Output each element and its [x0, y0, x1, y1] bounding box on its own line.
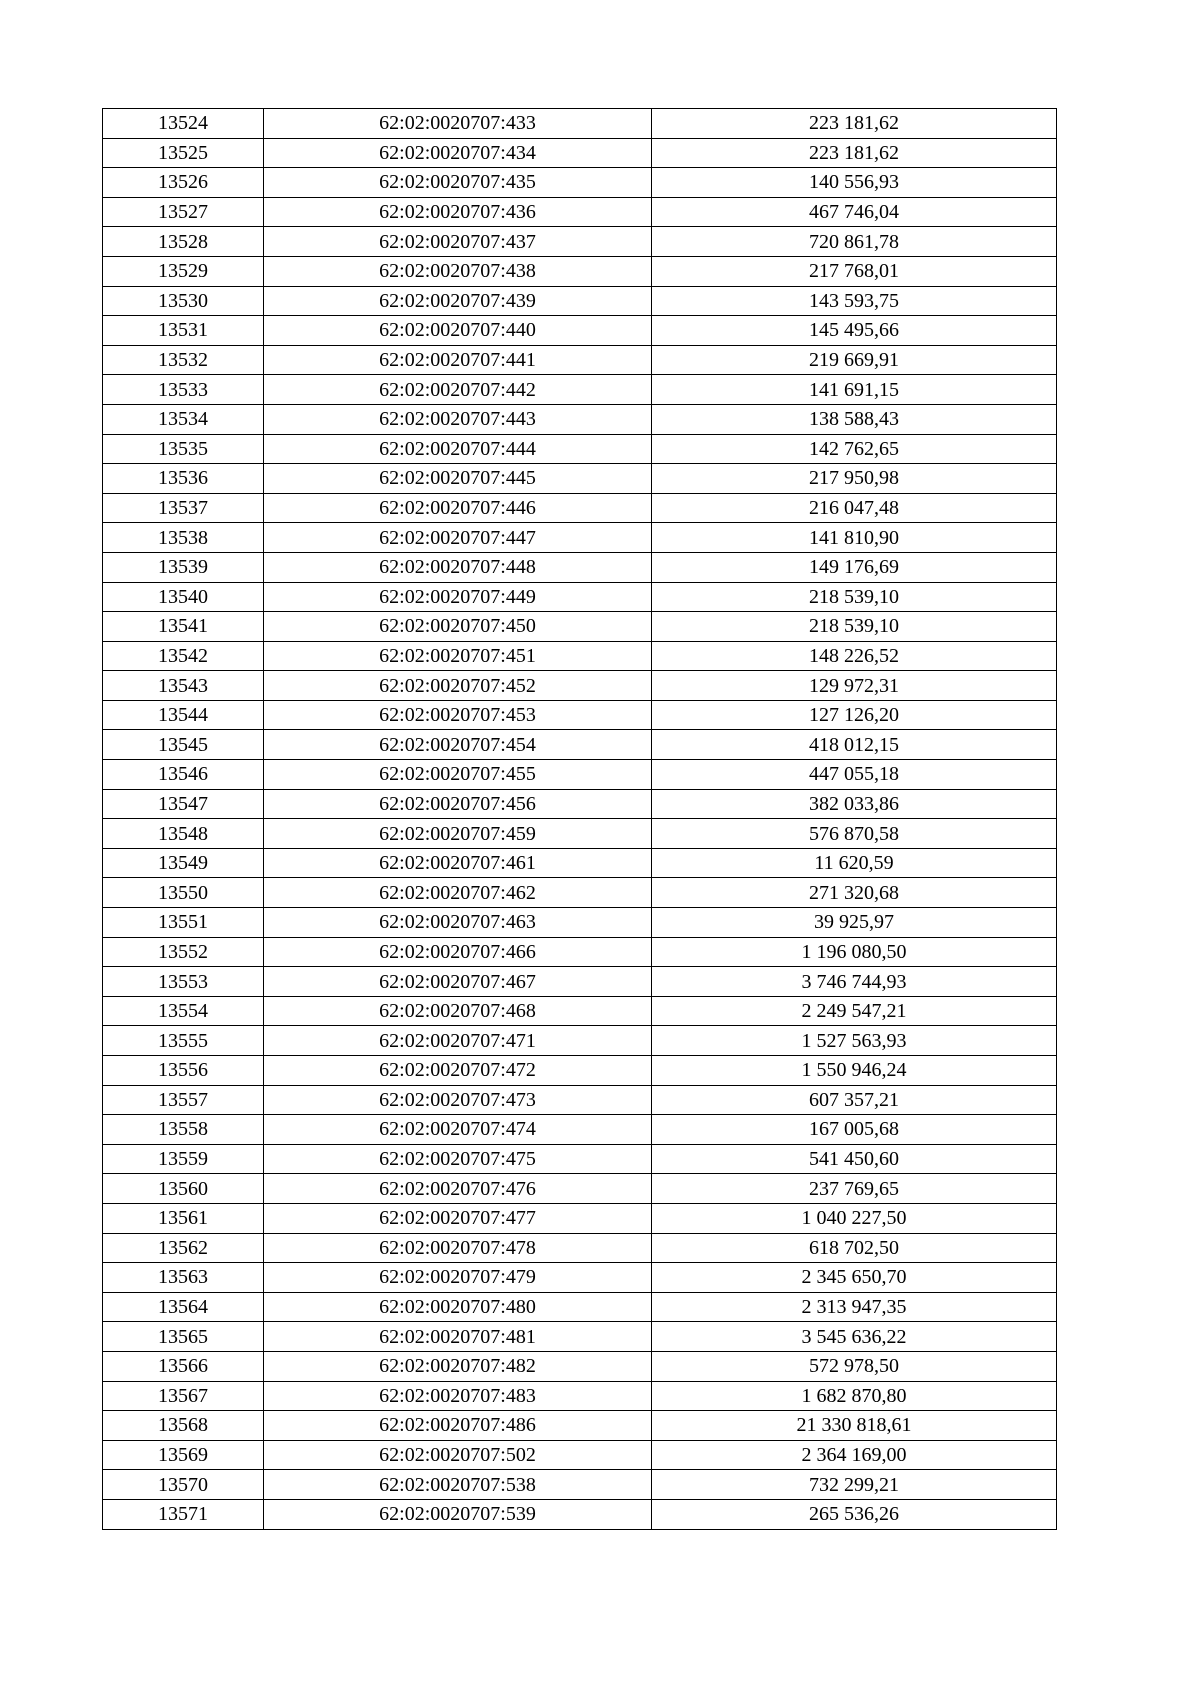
row-number-cell: 13532 — [103, 345, 264, 375]
row-number-cell: 13563 — [103, 1263, 264, 1293]
table-row — [103, 937, 1057, 967]
cadastral-number-cell: 62:02:0020707:466 — [264, 937, 652, 967]
row-number-cell: 13535 — [103, 434, 264, 464]
table-row — [103, 1203, 1057, 1233]
cadastral-number-cell: 62:02:0020707:486 — [264, 1411, 652, 1441]
value-cell: 140 556,93 — [652, 168, 1057, 198]
table-row — [103, 700, 1057, 730]
row-number-cell: 13531 — [103, 316, 264, 346]
table-row — [103, 848, 1057, 878]
cadastral-number-cell: 62:02:0020707:441 — [264, 345, 652, 375]
row-number-cell: 13543 — [103, 671, 264, 701]
table-row — [103, 1233, 1057, 1263]
value-cell: 143 593,75 — [652, 286, 1057, 316]
row-number-cell: 13566 — [103, 1351, 264, 1381]
table-row — [103, 789, 1057, 819]
cadastral-number-cell: 62:02:0020707:435 — [264, 168, 652, 198]
table-row — [103, 404, 1057, 434]
row-number-cell: 13558 — [103, 1115, 264, 1145]
table-row — [103, 819, 1057, 849]
value-cell: 1 040 227,50 — [652, 1203, 1057, 1233]
cadastral-number-cell: 62:02:0020707:482 — [264, 1351, 652, 1381]
table-row — [103, 523, 1057, 553]
table-row — [103, 1056, 1057, 1086]
value-cell: 148 226,52 — [652, 641, 1057, 671]
value-cell: 218 539,10 — [652, 582, 1057, 612]
table-row — [103, 996, 1057, 1026]
table-row — [103, 730, 1057, 760]
value-cell: 607 357,21 — [652, 1085, 1057, 1115]
value-cell: 11 620,59 — [652, 848, 1057, 878]
cadastral-number-cell: 62:02:0020707:450 — [264, 612, 652, 642]
cadastral-number-cell: 62:02:0020707:453 — [264, 700, 652, 730]
table-body — [103, 109, 1057, 1530]
row-number-cell: 13552 — [103, 937, 264, 967]
table-row — [103, 1263, 1057, 1293]
value-cell: 141 691,15 — [652, 375, 1057, 405]
row-number-cell: 13549 — [103, 848, 264, 878]
table-row — [103, 316, 1057, 346]
value-cell: 1 527 563,93 — [652, 1026, 1057, 1056]
table-row — [103, 256, 1057, 286]
cadastral-number-cell: 62:02:0020707:451 — [264, 641, 652, 671]
row-number-cell: 13537 — [103, 493, 264, 523]
value-cell: 218 539,10 — [652, 612, 1057, 642]
row-number-cell: 13564 — [103, 1292, 264, 1322]
value-cell: 142 762,65 — [652, 434, 1057, 464]
table-row — [103, 641, 1057, 671]
table-row — [103, 1174, 1057, 1204]
value-cell: 2 364 169,00 — [652, 1440, 1057, 1470]
row-number-cell: 13525 — [103, 138, 264, 168]
value-cell: 217 768,01 — [652, 256, 1057, 286]
cadastral-number-cell: 62:02:0020707:468 — [264, 996, 652, 1026]
value-cell: 1 550 946,24 — [652, 1056, 1057, 1086]
cadastral-number-cell: 62:02:0020707:456 — [264, 789, 652, 819]
cadastral-number-cell: 62:02:0020707:471 — [264, 1026, 652, 1056]
table-row — [103, 375, 1057, 405]
table-row — [103, 138, 1057, 168]
value-cell: 2 345 650,70 — [652, 1263, 1057, 1293]
table-row — [103, 1026, 1057, 1056]
row-number-cell: 13542 — [103, 641, 264, 671]
value-cell: 138 588,43 — [652, 404, 1057, 434]
value-cell: 732 299,21 — [652, 1470, 1057, 1500]
data-table — [102, 108, 1057, 1530]
row-number-cell: 13524 — [103, 109, 264, 139]
row-number-cell: 13548 — [103, 819, 264, 849]
row-number-cell: 13568 — [103, 1411, 264, 1441]
value-cell: 145 495,66 — [652, 316, 1057, 346]
row-number-cell: 13567 — [103, 1381, 264, 1411]
row-number-cell: 13539 — [103, 552, 264, 582]
table-row — [103, 967, 1057, 997]
value-cell: 223 181,62 — [652, 109, 1057, 139]
table-row — [103, 1292, 1057, 1322]
cadastral-number-cell: 62:02:0020707:479 — [264, 1263, 652, 1293]
value-cell: 467 746,04 — [652, 197, 1057, 227]
row-number-cell: 13534 — [103, 404, 264, 434]
cadastral-number-cell: 62:02:0020707:461 — [264, 848, 652, 878]
cadastral-number-cell: 62:02:0020707:454 — [264, 730, 652, 760]
table-row — [103, 168, 1057, 198]
row-number-cell: 13551 — [103, 908, 264, 938]
table-row — [103, 1115, 1057, 1145]
cadastral-number-cell: 62:02:0020707:433 — [264, 109, 652, 139]
row-number-cell: 13553 — [103, 967, 264, 997]
value-cell: 1 196 080,50 — [652, 937, 1057, 967]
cadastral-number-cell: 62:02:0020707:448 — [264, 552, 652, 582]
value-cell: 237 769,65 — [652, 1174, 1057, 1204]
table-row — [103, 878, 1057, 908]
row-number-cell: 13554 — [103, 996, 264, 1026]
value-cell: 3 746 744,93 — [652, 967, 1057, 997]
row-number-cell: 13570 — [103, 1470, 264, 1500]
cadastral-number-cell: 62:02:0020707:455 — [264, 760, 652, 790]
table-row — [103, 493, 1057, 523]
table-row — [103, 1440, 1057, 1470]
value-cell: 217 950,98 — [652, 464, 1057, 494]
cadastral-number-cell: 62:02:0020707:438 — [264, 256, 652, 286]
cadastral-number-cell: 62:02:0020707:477 — [264, 1203, 652, 1233]
table-row — [103, 1381, 1057, 1411]
value-cell: 3 545 636,22 — [652, 1322, 1057, 1352]
value-cell: 167 005,68 — [652, 1115, 1057, 1145]
table-row — [103, 197, 1057, 227]
row-number-cell: 13565 — [103, 1322, 264, 1352]
value-cell: 576 870,58 — [652, 819, 1057, 849]
cadastral-number-cell: 62:02:0020707:474 — [264, 1115, 652, 1145]
row-number-cell: 13561 — [103, 1203, 264, 1233]
row-number-cell: 13556 — [103, 1056, 264, 1086]
table-row — [103, 434, 1057, 464]
cadastral-number-cell: 62:02:0020707:476 — [264, 1174, 652, 1204]
table-row — [103, 227, 1057, 257]
value-cell: 418 012,15 — [652, 730, 1057, 760]
value-cell: 382 033,86 — [652, 789, 1057, 819]
cadastral-number-cell: 62:02:0020707:475 — [264, 1144, 652, 1174]
value-cell: 216 047,48 — [652, 493, 1057, 523]
value-cell: 265 536,26 — [652, 1499, 1057, 1529]
row-number-cell: 13547 — [103, 789, 264, 819]
cadastral-number-cell: 62:02:0020707:480 — [264, 1292, 652, 1322]
cadastral-number-cell: 62:02:0020707:478 — [264, 1233, 652, 1263]
cadastral-number-cell: 62:02:0020707:447 — [264, 523, 652, 553]
cadastral-number-cell: 62:02:0020707:539 — [264, 1499, 652, 1529]
cadastral-number-cell: 62:02:0020707:463 — [264, 908, 652, 938]
row-number-cell: 13546 — [103, 760, 264, 790]
value-cell: 219 669,91 — [652, 345, 1057, 375]
value-cell: 572 978,50 — [652, 1351, 1057, 1381]
row-number-cell: 13530 — [103, 286, 264, 316]
cadastral-number-cell: 62:02:0020707:481 — [264, 1322, 652, 1352]
row-number-cell: 13545 — [103, 730, 264, 760]
row-number-cell: 13533 — [103, 375, 264, 405]
cadastral-number-cell: 62:02:0020707:439 — [264, 286, 652, 316]
value-cell: 129 972,31 — [652, 671, 1057, 701]
table-row — [103, 286, 1057, 316]
value-cell: 21 330 818,61 — [652, 1411, 1057, 1441]
table-row — [103, 464, 1057, 494]
value-cell: 141 810,90 — [652, 523, 1057, 553]
row-number-cell: 13544 — [103, 700, 264, 730]
row-number-cell: 13528 — [103, 227, 264, 257]
value-cell: 39 925,97 — [652, 908, 1057, 938]
table-row — [103, 908, 1057, 938]
table-row — [103, 1411, 1057, 1441]
value-cell: 541 450,60 — [652, 1144, 1057, 1174]
cadastral-number-cell: 62:02:0020707:437 — [264, 227, 652, 257]
value-cell: 2 313 947,35 — [652, 1292, 1057, 1322]
cadastral-number-cell: 62:02:0020707:462 — [264, 878, 652, 908]
cadastral-number-cell: 62:02:0020707:446 — [264, 493, 652, 523]
cadastral-number-cell: 62:02:0020707:440 — [264, 316, 652, 346]
table-row — [103, 1144, 1057, 1174]
table-row — [103, 109, 1057, 139]
table-row — [103, 1351, 1057, 1381]
cadastral-number-cell: 62:02:0020707:473 — [264, 1085, 652, 1115]
row-number-cell: 13562 — [103, 1233, 264, 1263]
table-row — [103, 1322, 1057, 1352]
row-number-cell: 13540 — [103, 582, 264, 612]
row-number-cell: 13550 — [103, 878, 264, 908]
value-cell: 1 682 870,80 — [652, 1381, 1057, 1411]
row-number-cell: 13569 — [103, 1440, 264, 1470]
row-number-cell: 13555 — [103, 1026, 264, 1056]
table-row — [103, 582, 1057, 612]
row-number-cell: 13538 — [103, 523, 264, 553]
table-row — [103, 612, 1057, 642]
cadastral-number-cell: 62:02:0020707:459 — [264, 819, 652, 849]
table-row — [103, 1470, 1057, 1500]
table-row — [103, 760, 1057, 790]
value-cell: 271 320,68 — [652, 878, 1057, 908]
cadastral-number-cell: 62:02:0020707:472 — [264, 1056, 652, 1086]
value-cell: 2 249 547,21 — [652, 996, 1057, 1026]
row-number-cell: 13541 — [103, 612, 264, 642]
row-number-cell: 13560 — [103, 1174, 264, 1204]
row-number-cell: 13526 — [103, 168, 264, 198]
cadastral-number-cell: 62:02:0020707:442 — [264, 375, 652, 405]
cadastral-number-cell: 62:02:0020707:449 — [264, 582, 652, 612]
table-row — [103, 1499, 1057, 1529]
row-number-cell: 13559 — [103, 1144, 264, 1174]
cadastral-number-cell: 62:02:0020707:436 — [264, 197, 652, 227]
cadastral-number-cell: 62:02:0020707:538 — [264, 1470, 652, 1500]
table-row — [103, 345, 1057, 375]
table-row — [103, 671, 1057, 701]
cadastral-number-cell: 62:02:0020707:467 — [264, 967, 652, 997]
cadastral-number-cell: 62:02:0020707:434 — [264, 138, 652, 168]
row-number-cell: 13527 — [103, 197, 264, 227]
value-cell: 618 702,50 — [652, 1233, 1057, 1263]
table-row — [103, 552, 1057, 582]
cadastral-number-cell: 62:02:0020707:445 — [264, 464, 652, 494]
cadastral-number-cell: 62:02:0020707:452 — [264, 671, 652, 701]
cadastral-number-cell: 62:02:0020707:443 — [264, 404, 652, 434]
row-number-cell: 13536 — [103, 464, 264, 494]
cadastral-number-cell: 62:02:0020707:483 — [264, 1381, 652, 1411]
value-cell: 720 861,78 — [652, 227, 1057, 257]
cadastral-number-cell: 62:02:0020707:502 — [264, 1440, 652, 1470]
cadastral-number-cell: 62:02:0020707:444 — [264, 434, 652, 464]
row-number-cell: 13571 — [103, 1499, 264, 1529]
value-cell: 447 055,18 — [652, 760, 1057, 790]
value-cell: 223 181,62 — [652, 138, 1057, 168]
value-cell: 127 126,20 — [652, 700, 1057, 730]
value-cell: 149 176,69 — [652, 552, 1057, 582]
row-number-cell: 13529 — [103, 256, 264, 286]
row-number-cell: 13557 — [103, 1085, 264, 1115]
table-row — [103, 1085, 1057, 1115]
